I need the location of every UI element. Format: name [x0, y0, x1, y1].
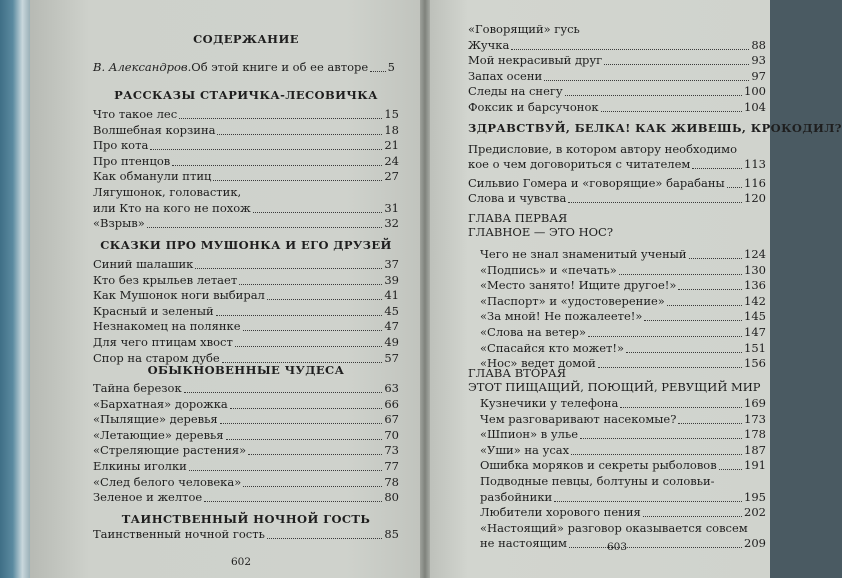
chapter-label: ГЛАВА ПЕРВАЯ [468, 211, 568, 225]
toc-entry-title: Как обманули птиц [93, 169, 212, 184]
dot-leader [580, 438, 742, 439]
intro-author: В. Александров. [93, 60, 192, 74]
dot-leader [643, 516, 742, 517]
toc-entry-title: Следы на снегу [468, 84, 563, 98]
toc-entry-page: 31 [384, 200, 399, 215]
toc-entry [93, 138, 399, 153]
toc-entry-title: Для чего птицам хвост [93, 335, 233, 349]
toc-entry-page: 142 [744, 293, 766, 308]
toc-entry-title: или Кто на кого не похож [93, 200, 251, 215]
toc-entry-title: Кузнечики у телефона [480, 396, 619, 410]
part-heading: ЗДРАВСТВУЙ, БЕЛКА! КАК ЖИВЕШЬ, КРОКОДИЛ? [468, 121, 842, 135]
dot-leader [626, 352, 742, 353]
toc-entry-title: Таинственный ночной гость [93, 527, 265, 541]
toc-entry [93, 443, 399, 458]
dot-leader [226, 439, 383, 440]
toc-entry [93, 475, 399, 490]
toc-entry-page: 85 [384, 527, 399, 541]
dot-leader [644, 320, 742, 321]
toc-entry-title: «Слова на ветер» [480, 325, 587, 339]
dot-leader [213, 180, 382, 181]
toc-entry-page: 116 [744, 176, 766, 190]
toc-entry-title: Подводные певцы, болтуны и соловьи- [480, 474, 715, 488]
page-number: 602 [231, 556, 252, 568]
dot-leader [150, 149, 382, 150]
toc-entry [93, 412, 399, 427]
section-heading: РАССКАЗЫ СТАРИЧКА-ЛЕСОВИЧКА [114, 88, 378, 102]
toc-entry-title: Тайна березок [93, 381, 182, 395]
toc-entry-page: 202 [744, 505, 766, 520]
dot-leader [678, 423, 742, 424]
toc-entry [93, 381, 399, 396]
toc-entry-page: 37 [384, 257, 399, 271]
toc-entry-title: Синий шалашик [93, 257, 194, 271]
toc-entry-page: 124 [744, 247, 766, 261]
toc-entry [93, 273, 399, 288]
toc-entry-title: Мой некрасивый друг [468, 53, 603, 67]
dot-leader [179, 118, 382, 119]
toc-entry [93, 428, 399, 443]
toc-entry-page: 57 [384, 350, 399, 365]
toc-entry-page: 187 [744, 442, 766, 457]
dot-leader [571, 454, 742, 455]
toc-entry-title: «Подпись» и «печать» [480, 262, 617, 277]
toc-entry [93, 459, 399, 474]
dot-leader [217, 134, 382, 135]
toc-entry-title: «Паспорт» и «удостоверение» [480, 293, 665, 308]
dot-leader [267, 299, 382, 300]
dot-leader [147, 227, 383, 228]
toc-entry-title: Волшебная корзина [93, 122, 216, 137]
dot-leader [544, 80, 749, 81]
toc-entry [480, 505, 766, 520]
toc-entry-page: 45 [384, 303, 399, 318]
dot-leader [719, 469, 742, 470]
toc-entry-page: 18 [384, 122, 399, 137]
toc-entry-title: Фоксик и барсучонок [468, 99, 599, 114]
toc-entry-title: «Взрыв» [93, 216, 145, 231]
toc-entry-title: Как Мушонок ноги выбирал [93, 288, 265, 303]
section-heading: ОБЫКНОВЕННЫЕ ЧУДЕСА [147, 363, 345, 377]
toc-entry-title: «Бархатная» дорожка [93, 396, 228, 411]
toc-entry-title: Запах осени [468, 68, 543, 83]
dot-leader [678, 289, 742, 290]
toc-entry-page: 88 [751, 37, 766, 52]
toc-entry-page: 41 [384, 288, 399, 303]
toc-entry-title: Предисловие, в котором автору необходимо [468, 142, 738, 156]
dot-leader [620, 407, 742, 408]
toc-entry-title: Про кота [93, 138, 149, 153]
toc-entry-title: Сильвио Гомера и «говорящие» барабаны [468, 176, 725, 190]
toc-entry [468, 157, 766, 172]
section-heading: СКАЗКИ ПРО МУШОНКА И ЕГО ДРУЗЕЙ [100, 238, 392, 252]
toc-entry-title: не настоящим [480, 536, 567, 551]
dot-leader [235, 346, 383, 347]
toc-entry [93, 257, 399, 272]
toc-entry [468, 100, 766, 115]
toc-entry-page: 80 [384, 490, 399, 505]
toc-entry-page: 32 [384, 216, 399, 231]
toc-entry-title: кое о чем договориться с читателем [468, 157, 691, 171]
toc-entry [480, 309, 766, 324]
toc-entry-page: 47 [384, 319, 399, 334]
toc-entry [480, 396, 766, 411]
toc-entry [93, 527, 399, 542]
dot-leader [692, 168, 742, 169]
dot-leader [172, 165, 382, 166]
toc-entry-page: 147 [744, 325, 766, 339]
toc-entry [93, 397, 399, 412]
toc-entry-title: Кто без крыльев летает [93, 272, 238, 287]
toc-entry [93, 201, 399, 216]
toc-entry [468, 191, 766, 206]
toc-entry [93, 288, 399, 303]
dot-leader [619, 274, 742, 275]
toc-entry-page: 63 [384, 381, 399, 395]
toc-entry-title: «Стреляющие растения» [93, 443, 247, 458]
toc-entry [93, 304, 399, 319]
dot-leader [689, 258, 743, 259]
toc-entry-page: 145 [744, 309, 766, 324]
toc-entry [480, 341, 766, 356]
dot-leader [239, 284, 382, 285]
dot-leader [588, 336, 742, 337]
dot-leader [727, 187, 742, 188]
toc-entry-page: 70 [384, 427, 399, 442]
toc-entry [93, 319, 399, 334]
toc-entry [93, 335, 399, 350]
toc-entry-page: 24 [384, 153, 399, 168]
toc-entry-page: 100 [744, 84, 766, 98]
toc-entry [93, 216, 399, 231]
toc-entry [480, 278, 766, 293]
toc-entry-title: «Место занято! Ищите другое!» [480, 278, 677, 293]
dot-leader [370, 71, 385, 72]
toc-entry [480, 443, 766, 458]
book-gutter [420, 0, 430, 578]
toc-entry-title: Про птенцов [93, 153, 171, 168]
intro-title: Об этой книге и об ее авторе [191, 60, 369, 74]
toc-entry-title: разбойники [480, 489, 553, 504]
toc-entry [480, 247, 766, 262]
dot-leader [184, 392, 383, 393]
toc-entry [93, 107, 399, 122]
dot-leader [204, 501, 382, 502]
toc-entry-title: Красный и зеленый [93, 303, 214, 318]
page-number: 603 [607, 541, 628, 553]
toc-entry [468, 38, 766, 53]
toc-entry [480, 294, 766, 309]
intro-entry [93, 60, 395, 75]
toc-entry-title: Чем разговаривают насекомые? [480, 411, 677, 426]
dot-leader [230, 408, 383, 409]
toc-entry-page: 113 [744, 157, 766, 171]
toc-entry-page: 97 [751, 68, 766, 83]
toc-entry-title: Любители хорового пения [480, 505, 641, 520]
toc-entry-title: Жучка [468, 37, 510, 52]
toc-entry-page: 169 [744, 396, 766, 410]
toc-entry-title: «Нос» ведет домой [480, 356, 596, 371]
toc-entry-page: 104 [744, 99, 766, 114]
dot-leader [220, 423, 383, 424]
toc-entry [468, 69, 766, 84]
toc-entry [468, 84, 766, 99]
dot-leader [243, 486, 382, 487]
toc-entry-title: «Шпион» в улье [480, 427, 579, 442]
dot-leader [267, 538, 383, 539]
toc-entry [480, 458, 766, 473]
toc-entry-page: 178 [744, 427, 766, 442]
dot-leader [511, 49, 749, 50]
section-heading: СОДЕРЖАНИЕ [193, 32, 299, 46]
toc-entry-page: 151 [744, 340, 766, 355]
dot-leader [243, 330, 383, 331]
dot-leader [253, 212, 383, 213]
toc-entry-page: 39 [384, 272, 399, 287]
dot-leader [604, 64, 749, 65]
toc-entry-title: Незнакомец на полянке [93, 319, 241, 334]
toc-entry-title: «Говорящий» гусь [468, 22, 580, 36]
toc-entry-title: «Летающие» деревья [93, 427, 224, 442]
toc-entry-title: «За мной! Не пожалеете!» [480, 309, 643, 324]
toc-entry-title: Елкины иголки [93, 459, 187, 473]
toc-entry-page: 66 [384, 396, 399, 411]
toc-entry-page: 15 [384, 107, 399, 121]
toc-entry [93, 123, 399, 138]
toc-entry-title: Что такое лес [93, 107, 178, 121]
toc-entry-title: Слова и чувства [468, 191, 567, 205]
toc-entry-page: 78 [384, 474, 399, 489]
dot-leader [565, 95, 742, 96]
toc-entry-page: 67 [384, 412, 399, 427]
toc-entry-page: 120 [744, 191, 766, 205]
dot-leader [189, 470, 383, 471]
toc-entry-title: Зеленое и желтое [93, 490, 203, 505]
toc-entry [480, 412, 766, 427]
dot-leader [554, 501, 742, 502]
toc-entry-page: 195 [744, 489, 766, 504]
toc-entry-page: 130 [744, 262, 766, 277]
toc-entry [93, 154, 399, 169]
toc-entry-title: Лягушонок, головастик, [93, 185, 242, 199]
toc-entry-title: Ошибка моряков и секреты рыболовов [480, 458, 717, 473]
toc-entry-title: Чего не знал знаменитый ученый [480, 247, 687, 261]
toc-entry-page: 191 [744, 458, 766, 473]
dot-leader [667, 305, 742, 306]
toc-entry [468, 176, 766, 191]
toc-entry-page: 93 [751, 53, 766, 67]
toc-entry-page: 173 [744, 411, 766, 426]
dot-leader [601, 111, 742, 112]
toc-entry-title: «Спасайся кто может!» [480, 340, 625, 355]
dot-leader [195, 268, 382, 269]
toc-entry-title: «След белого человека» [93, 474, 242, 489]
dot-leader [598, 367, 742, 368]
toc-entry [468, 53, 766, 68]
toc-entry-title: Спор на старом дубе [93, 350, 220, 365]
toc-entry [480, 490, 766, 505]
toc-entry-page: 21 [384, 138, 399, 153]
chapter-label: ГЛАВА ВТОРАЯ [468, 366, 567, 380]
toc-entry-title: «Настоящий» разговор оказывается совсем [480, 520, 748, 535]
toc-entry-page: 156 [744, 356, 766, 371]
toc-entry-page: 136 [744, 278, 766, 293]
toc-entry [480, 427, 766, 442]
dot-leader [569, 547, 742, 548]
book-cover-edge [0, 0, 32, 578]
chapter-title: ГЛАВНОЕ — ЭТО НОС? [468, 225, 614, 239]
toc-entry-page: 49 [384, 335, 399, 349]
toc-entry-title: «Пылящие» деревья [93, 412, 218, 427]
toc-entry-page: 77 [384, 459, 399, 473]
dot-leader [568, 202, 742, 203]
toc-entry-page: 27 [384, 169, 399, 184]
dot-leader [248, 454, 382, 455]
toc-entry-page: 73 [384, 443, 399, 458]
toc-entry [480, 325, 766, 340]
dot-leader [216, 315, 383, 316]
intro-page: 5 [387, 60, 395, 74]
toc-entry-page: 209 [744, 536, 766, 551]
toc-entry [480, 263, 766, 278]
chapter-title: ЭТОТ ПИЩАЩИЙ, ПОЮЩИЙ, РЕВУЩИЙ МИР [468, 380, 761, 394]
section-heading: ТАИНСТВЕННЫЙ НОЧНОЙ ГОСТЬ [121, 512, 371, 526]
toc-entry [93, 490, 399, 505]
toc-entry [93, 169, 399, 184]
toc-entry-title: «Уши» на усах [480, 442, 570, 457]
